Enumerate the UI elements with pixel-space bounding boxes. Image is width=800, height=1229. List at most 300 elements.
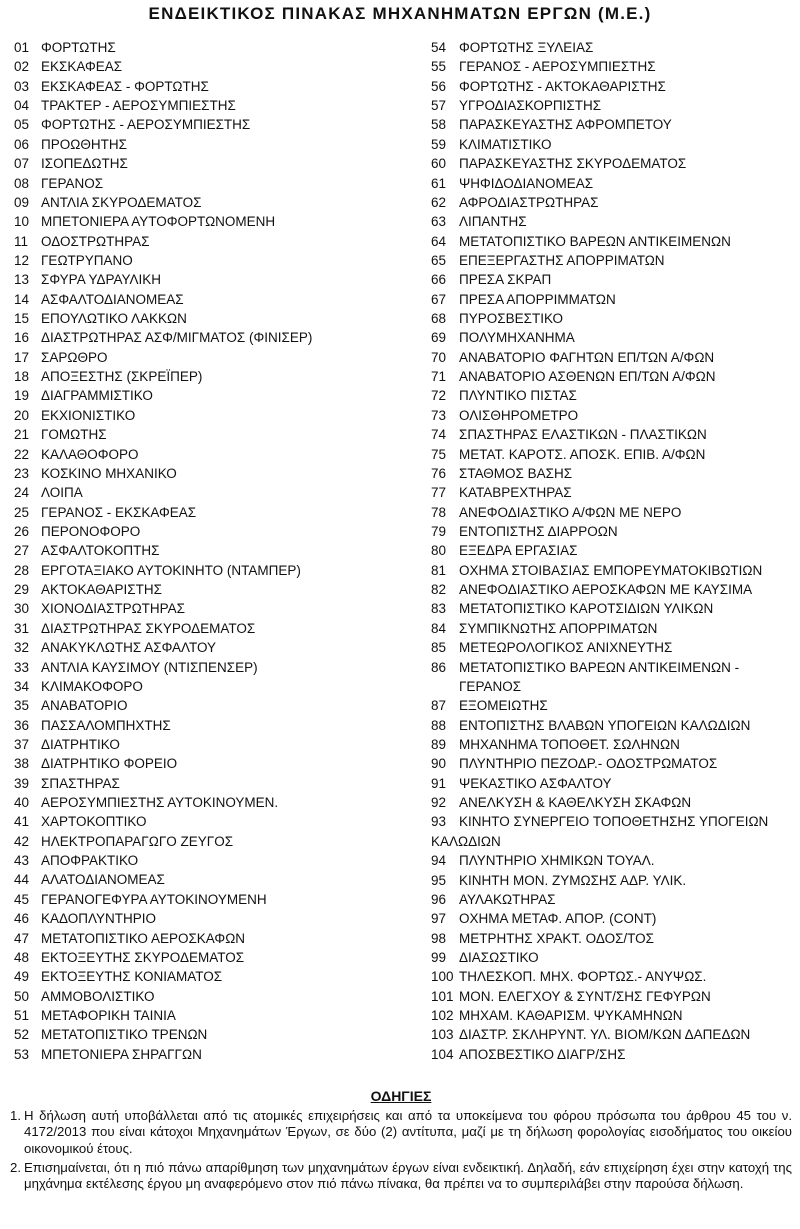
machinery-list-right: [431, 38, 799, 1064]
item-label: ΑΝΕΦΟΔΙΑΣΤΙΚΟ Α/ΦΩΝ ΜΕ ΝΕΡΟ: [459, 504, 682, 520]
item-number: 01: [14, 40, 30, 55]
item-number: 16: [14, 330, 30, 346]
list-item: [14, 774, 414, 793]
item-label: ΜΕΤΕΩΡΟΛΟΓΙΚΟΣ ΑΝΙΧΝΕΥΤΗΣ: [459, 640, 673, 656]
item-label: ΜΠΕΤΟΝΙΕΡΑ ΑΥΤΟΦΟΡΤΩΝΟΜΕΝΗ: [41, 214, 276, 230]
item-label: ΓΟΜΩΤΗΣ: [41, 427, 107, 443]
list-item: [14, 135, 414, 154]
list-item: [14, 38, 414, 57]
instruction-number: 2.: [10, 1159, 21, 1175]
list-item: [14, 754, 414, 773]
item-label: ΕΚΤΟΞΕΥΤΗΣ ΚΟΝΙΑΜΑΤΟΣ: [41, 969, 223, 985]
item-number: 33: [14, 659, 30, 675]
list-item: [14, 1045, 414, 1064]
list-item: [14, 638, 414, 657]
item-number: 80: [431, 543, 447, 559]
item-label: ΑΝΑΒΑΤΟΡΙΟ ΦΑΓΗΤΩΝ ΕΠ/ΤΩΝ Α/ΦΩΝ: [459, 349, 715, 365]
list-item: [431, 890, 799, 909]
item-number: 61: [431, 175, 447, 191]
list-item: [431, 871, 799, 890]
item-number: 39: [14, 775, 30, 791]
list-item: [431, 386, 799, 405]
list-item: [431, 406, 799, 425]
item-label: ΜΕΤΑΤΟΠΙΣΤΙΚΟ ΑΕΡΟΣΚΑΦΩΝ: [41, 930, 246, 946]
item-number: 13: [14, 272, 30, 288]
item-number: 46: [14, 911, 30, 927]
item-label: ΕΡΓΟΤΑΞΙΑΚΟ ΑΥΤΟΚΙΝΗΤΟ (ΝΤΑΜΠΕΡ): [41, 562, 301, 578]
item-number: 23: [14, 465, 30, 481]
instructions-section: [10, 1088, 792, 1195]
list-item: [431, 561, 799, 580]
item-label: ΟΔΟΣΤΡΩΤΗΡΑΣ: [41, 233, 150, 249]
list-item: [431, 619, 799, 638]
item-number: 34: [14, 678, 30, 694]
item-label: ΕΚΣΚΑΦΕΑΣ: [41, 59, 123, 75]
item-label: ΔΙΑΤΡΗΤΙΚΟ: [41, 736, 120, 752]
item-number: 63: [431, 214, 447, 230]
item-number: 66: [431, 272, 447, 288]
item-number: 102: [431, 1008, 454, 1024]
list-item: [431, 96, 799, 115]
item-number: 29: [14, 582, 30, 598]
list-item: [14, 619, 414, 638]
list-item: [431, 135, 799, 154]
item-label: ΑΠΟΦΡΑΚΤΙΚΟ: [41, 853, 139, 869]
item-number: 72: [431, 388, 447, 404]
list-item: [431, 193, 799, 212]
list-item: [431, 948, 799, 967]
list-item: [14, 464, 414, 483]
list-item: [14, 251, 414, 270]
list-item: [431, 658, 799, 697]
list-item: [431, 348, 799, 367]
item-label: ΨΗΦΙΔΟΔΙΑΝΟΜΕΑΣ: [459, 175, 594, 191]
item-number: 12: [14, 252, 30, 268]
item-label: ΠΑΡΑΣΚΕΥΑΣΤΗΣ ΣΚΥΡΟΔΕΜΑΤΟΣ: [459, 156, 687, 172]
list-item: [14, 483, 414, 502]
item-label: ΣΑΡΩΘΡΟ: [41, 349, 108, 365]
item-label: ΜΕΤΑΤΟΠΙΣΤΙΚΟ ΒΑΡΕΩΝ ΑΝΤΙΚΕΙΜΕΝΩΝ - ΓΕΡΑΝΟΣ: [459, 659, 740, 694]
list-item: [14, 580, 414, 599]
item-label: ΜΕΤΑΤΟΠΙΣΤΙΚΟ ΒΑΡΕΩΝ ΑΝΤΙΚΕΙΜΕΝΩΝ: [459, 233, 731, 249]
item-label: ΠΡΟΩΘΗΤΗΣ: [41, 136, 127, 152]
item-number: 40: [14, 795, 30, 811]
item-number: 96: [431, 891, 447, 907]
item-number: 25: [14, 504, 30, 520]
item-label: ΣΤΑΘΜΟΣ ΒΑΣΗΣ: [459, 465, 573, 481]
item-label: ΑΣΦΑΛΤΟΔΙΑΝΟΜΕΑΣ: [41, 291, 184, 307]
item-label: ΑΝΑΚΥΚΛΩΤΗΣ ΑΣΦΑΛΤΟΥ: [41, 640, 217, 656]
list-item: [14, 948, 414, 967]
item-label: ΗΛΕΚΤΡΟΠΑΡΑΓΩΓΟ ΖΕΥΓΟΣ: [41, 833, 234, 849]
item-label: ΠΡΕΣΑ ΣΚΡΑΠ: [459, 272, 552, 288]
item-number: 45: [14, 891, 30, 907]
list-item: [14, 929, 414, 948]
item-number: 52: [14, 1027, 30, 1043]
list-item: [431, 38, 799, 57]
list-item: [14, 832, 414, 851]
item-label: ΚΛΙΜΑΤΙΣΤΙΚΟ: [459, 136, 552, 152]
item-label: ΜΗΧΑΝΗΜΑ ΤΟΠΟΘΕΤ. ΣΩΛΗΝΩΝ: [459, 736, 680, 752]
item-number: 58: [431, 117, 447, 133]
instruction-text: Η δήλωση αυτή υποβάλλεται από τις ατομικές επιχειρήσεις και από τα υποκείμενα του φόρου πρόσωπα του άρθρου 45 του ν. 4172/2013 που είναι κάτοχοι Μηχανημάτων Έργων, σε δύο (2) αντίτυπα, μαζί με τη δήλωση φορολογίας εισοδήματος του οικείου οικονομικού έτους.: [24, 1108, 792, 1156]
item-number: 98: [431, 930, 447, 946]
list-item: [14, 522, 414, 541]
item-number: 35: [14, 698, 30, 714]
item-label: ΕΝΤΟΠΙΣΤΗΣ ΔΙΑΡΡΟΩΝ: [459, 523, 618, 539]
item-label: ΕΠΕΞΕΡΓΑΣΤΗΣ ΑΠΟΡΡΙΜΑΤΩΝ: [459, 252, 665, 268]
item-label: ΜΕΤΑΤ. ΚΑΡΟΤΣ. ΑΠΟΣΚ. ΕΠΙΒ. Α/ΦΩΝ: [459, 446, 706, 462]
item-label: ΔΙΑΣΤΡ. ΣΚΛΗΡΥΝΤ. ΥΛ. ΒΙΟΜ/ΚΩΝ ΔΑΠΕΔΩΝ: [459, 1027, 751, 1043]
item-number: 38: [14, 756, 30, 772]
item-label: ΧΑΡΤΟΚΟΠΤΙΚΟ: [41, 814, 147, 830]
item-number: 65: [431, 252, 447, 268]
item-label: ΠΥΡΟΣΒΕΣΤΙΚΟ: [459, 311, 564, 327]
list-item: [14, 425, 414, 444]
item-label: ΟΛΙΣΘΗΡΟΜΕΤΡΟ: [459, 407, 579, 423]
list-item: [14, 154, 414, 173]
list-item: [431, 174, 799, 193]
item-label: ΨΕΚΑΣΤΙΚΟ ΑΣΦΑΛΤΟΥ: [459, 775, 612, 791]
list-item: [14, 328, 414, 347]
list-item: [431, 716, 799, 735]
list-item: [14, 174, 414, 193]
list-item: [14, 232, 414, 251]
item-number: 55: [431, 59, 447, 75]
item-number: 57: [431, 98, 447, 114]
list-item: [431, 115, 799, 134]
list-item: [431, 309, 799, 328]
item-label: ΤΗΛΕΣΚΟΠ. ΜΗΧ. ΦΟΡΤΩΣ.- ΑΝΥΨΩΣ.: [459, 969, 707, 985]
item-label: ΚΙΝΗΤΟ ΣΥΝΕΡΓΕΙΟ ΤΟΠΟΘΕΤΗΣΗΣ ΥΠΟΓΕΙΩΝ ΚΑΛΩΔΙΩΝ: [431, 814, 769, 849]
item-number: 97: [431, 911, 447, 927]
item-number: 90: [431, 756, 447, 772]
item-label: ΚΙΝΗΤΗ ΜΟΝ. ΖΥΜΩΣΗΣ ΑΔΡ. ΥΛΙΚ.: [459, 872, 687, 888]
list-item: [14, 115, 414, 134]
list-item: [431, 851, 799, 870]
item-label: ΛΟΙΠΑ: [41, 485, 83, 501]
instruction-item: [10, 1108, 792, 1157]
list-item: [14, 503, 414, 522]
instructions-list: [10, 1108, 792, 1192]
list-item: [14, 890, 414, 909]
item-number: 104: [431, 1046, 454, 1062]
item-number: 06: [14, 136, 30, 152]
item-label: ΑΝΤΛΙΑ ΣΚΥΡΟΔΕΜΑΤΟΣ: [41, 194, 202, 210]
item-label: ΑΝΑΒΑΤΟΡΙΟ ΑΣΘΕΝΩΝ ΕΠ/ΤΩΝ Α/ΦΩΝ: [459, 369, 716, 385]
list-item: [431, 251, 799, 270]
list-item: [431, 599, 799, 618]
list-item: [431, 638, 799, 657]
item-label: ΜΟΝ. ΕΛΕΓΧΟΥ & ΣΥΝΤ/ΣΗΣ ΓΕΦΥΡΩΝ: [459, 988, 711, 1004]
list-item: [14, 57, 414, 76]
item-label: ΠΕΡΟΝΟΦΟΡΟ: [41, 523, 141, 539]
item-label: ΤΡΑΚΤΕΡ - ΑΕΡΟΣΥΜΠΙΕΣΤΗΣ: [41, 98, 236, 114]
item-label: ΑΛΑΤΟΔΙΑΝΟΜΕΑΣ: [41, 872, 165, 888]
list-item: [14, 1006, 414, 1025]
list-item: [431, 425, 799, 444]
item-number: 94: [431, 853, 447, 869]
item-label: ΑΝΤΛΙΑ ΚΑΥΣΙΜΟΥ (ΝΤΙΣΠΕΝΣΕΡ): [41, 659, 258, 675]
list-item: [14, 309, 414, 328]
item-label: ΕΞΕΔΡΑ ΕΡΓΑΣΙΑΣ: [459, 543, 578, 559]
item-number: 11: [14, 233, 29, 249]
item-label: ΠΑΡΑΣΚΕΥΑΣΤΗΣ ΑΦΡΟΜΠΕΤΟΥ: [459, 117, 672, 133]
item-number: 22: [14, 446, 30, 462]
item-number: 50: [14, 988, 30, 1004]
item-number: 81: [431, 562, 447, 578]
item-label: ΑΠΟΞΕΣΤΗΣ (ΣΚΡΕΪΠΕΡ): [41, 369, 203, 385]
item-number: 77: [431, 485, 447, 501]
item-number: 86: [431, 659, 447, 675]
list-item: [14, 696, 414, 715]
list-item: [14, 270, 414, 289]
list-item: [431, 328, 799, 347]
item-number: 49: [14, 969, 30, 985]
item-label: ΣΠΑΣΤΗΡΑΣ ΕΛΑΣΤΙΚΩΝ - ΠΛΑΣΤΙΚΩΝ: [459, 427, 707, 443]
list-item: [14, 77, 414, 96]
item-label: ΣΦΥΡΑ ΥΔΡΑΥΛΙΚΗ: [41, 272, 162, 288]
item-label: ΔΙΑΤΡΗΤΙΚΟ ΦΟΡΕΙΟ: [41, 756, 178, 772]
list-item: [14, 870, 414, 889]
item-number: 02: [14, 59, 30, 75]
list-item: [431, 290, 799, 309]
list-item: [431, 483, 799, 502]
item-number: 103: [431, 1027, 454, 1043]
item-number: 15: [14, 311, 30, 327]
item-number: 89: [431, 736, 447, 752]
item-label: ΦΟΡΤΩΤΗΣ: [41, 40, 116, 55]
item-number: 20: [14, 407, 30, 423]
list-item: [14, 445, 414, 464]
item-label: ΟΧΗΜΑ ΜΕΤΑΦ. ΑΠΟΡ. (CONT): [459, 911, 657, 927]
item-number: 32: [14, 640, 30, 656]
item-number: 42: [14, 833, 30, 849]
list-item: [431, 503, 799, 522]
page-title: ΕΝΔΕΙΚΤΙΚΟΣ ΠΙΝΑΚΑΣ ΜΗΧΑΝΗΜΑΤΩΝ ΕΡΓΩΝ (Μ.Ε.): [148, 4, 652, 23]
item-label: ΑΣΦΑΛΤΟΚΟΠΤΗΣ: [41, 543, 160, 559]
item-label: ΕΚΤΟΞΕΥΤΗΣ ΣΚΥΡΟΔΕΜΑΤΟΣ: [41, 949, 245, 965]
item-number: 83: [431, 601, 447, 617]
instruction-item: [10, 1160, 792, 1192]
item-number: 54: [431, 40, 447, 55]
item-label: ΣΥΜΠΙΚΝΩΤΗΣ ΑΠΟΡΡΙΜΑΤΩΝ: [459, 620, 658, 636]
item-number: 68: [431, 311, 447, 327]
list-item: [14, 793, 414, 812]
item-label: ΛΙΠΑΝΤΗΣ: [459, 214, 527, 230]
machinery-list-left: [14, 38, 414, 1064]
list-item: [14, 599, 414, 618]
item-number: 73: [431, 407, 447, 423]
item-number: 47: [14, 930, 30, 946]
item-label: ΚΛΙΜΑΚΟΦΟΡΟ: [41, 678, 143, 694]
list-item: [431, 793, 799, 812]
list-item: [431, 445, 799, 464]
item-label: ΑΝΑΒΑΤΟΡΙΟ: [41, 698, 128, 714]
item-label: ΔΙΑΣΤΡΩΤΗΡΑΣ ΣΚΥΡΟΔΕΜΑΤΟΣ: [41, 620, 256, 636]
item-label: ΔΙΑΣΤΡΩΤΗΡΑΣ ΑΣΦ/ΜΙΓΜΑΤΟΣ (ΦΙΝΙΣΕΡ): [41, 330, 313, 346]
list-item: [14, 987, 414, 1006]
item-number: 37: [14, 736, 30, 752]
item-number: 19: [14, 388, 30, 404]
item-number: 76: [431, 465, 447, 481]
item-number: 14: [14, 291, 30, 307]
list-item: [431, 270, 799, 289]
list-item: [14, 386, 414, 405]
item-number: 70: [431, 349, 447, 365]
item-number: 91: [431, 775, 447, 791]
list-item: [431, 1045, 799, 1064]
list-item: [14, 909, 414, 928]
item-number: 24: [14, 485, 30, 501]
list-item: [14, 212, 414, 231]
list-item: [14, 1025, 414, 1044]
item-label: ΠΡΕΣΑ ΑΠΟΡΡΙΜΜΑΤΩΝ: [459, 291, 616, 307]
item-label: ΑΚΤΟΚΑΘΑΡΙΣΤΗΣ: [41, 582, 162, 598]
item-number: 85: [431, 640, 447, 656]
item-number: 04: [14, 98, 30, 114]
item-number: 75: [431, 446, 447, 462]
item-number: 03: [14, 78, 30, 94]
item-number: 30: [14, 601, 30, 617]
instruction-text: Επισημαίνεται, ότι η πιό πάνω απαρίθμηση των μηχανημάτων έργων είναι ενδεικτική. Δηλαδή, εάν επιχείρηση έχει στην κατοχή της μηχάνημα εκτέλεσης έργου μη αναφερόμενο στον πιό πάνω πίνακα, θα πρέπει να το συμπεριλάβει στην παρούσα δήλωση.: [24, 1159, 792, 1192]
item-label: ΦΟΡΤΩΤΗΣ - ΑΕΡΟΣΥΜΠΙΕΣΤΗΣ: [41, 117, 251, 133]
item-number: 36: [14, 717, 30, 733]
item-label: ΚΑΛΑΘΟΦΟΡΟ: [41, 446, 139, 462]
item-number: 05: [14, 117, 30, 133]
item-label: ΑΝΕΛΚΥΣΗ & ΚΑΘΕΛΚΥΣΗ ΣΚΑΦΩΝ: [459, 795, 692, 811]
item-number: 100: [431, 969, 454, 985]
item-label: ΙΣΟΠΕΔΩΤΗΣ: [41, 156, 128, 172]
item-number: 53: [14, 1046, 30, 1062]
list-item: [431, 367, 799, 386]
item-number: 43: [14, 853, 30, 869]
item-label: ΜΗΧΑΜ. ΚΑΘΑΡΙΣΜ. ΨΥΚΑΜΗΝΩΝ: [459, 1008, 683, 1024]
item-number: 69: [431, 330, 447, 346]
item-label: ΣΠΑΣΤΗΡΑΣ: [41, 775, 120, 791]
item-number: 82: [431, 582, 447, 598]
item-number: 41: [14, 814, 30, 830]
instruction-number: 1.: [10, 1108, 21, 1124]
list-item: [14, 348, 414, 367]
item-number: 31: [14, 620, 30, 636]
list-item: [14, 406, 414, 425]
list-item: [14, 290, 414, 309]
list-item: [431, 57, 799, 76]
item-number: 48: [14, 949, 30, 965]
item-label: ΚΑΤΑΒΡΕΧΤΗΡΑΣ: [459, 485, 572, 501]
item-number: 17: [14, 349, 30, 365]
item-label: ΑΥΛΑΚΩΤΗΡΑΣ: [459, 891, 556, 907]
item-label: ΔΙΑΓΡΑΜΜΙΣΤΙΚΟ: [41, 388, 153, 404]
list-item: [14, 716, 414, 735]
list-item: [14, 677, 414, 696]
list-item: [14, 96, 414, 115]
item-label: ΓΕΩΤΡΥΠΑΝΟ: [41, 252, 133, 268]
item-label: ΠΟΛΥΜΗΧΑΝΗΜΑ: [459, 330, 575, 346]
item-number: 64: [431, 233, 447, 249]
item-label: ΠΛΥΝΤΗΡΙΟ ΠΕΖΟΔΡ.- ΟΔΟΣΤΡΩΜΑΤΟΣ: [459, 756, 718, 772]
list-item: [431, 77, 799, 96]
item-number: 62: [431, 194, 447, 210]
item-number: 10: [14, 214, 30, 230]
instructions-title: ΟΔΗΓΙΕΣ: [370, 1088, 432, 1104]
item-label: ΦΟΡΤΩΤΗΣ - ΑΚΤΟΚΑΘΑΡΙΣΤΗΣ: [459, 78, 666, 94]
item-number: 67: [431, 291, 447, 307]
list-item: [431, 541, 799, 560]
list-item: [431, 232, 799, 251]
item-label: ΕΠΟΥΛΩΤΙΚΟ ΛΑΚΚΩΝ: [41, 311, 187, 327]
item-number: 08: [14, 175, 30, 191]
item-label: ΕΚΧΙΟΝΙΣΤΙΚΟ: [41, 407, 136, 423]
list-item: [14, 967, 414, 986]
list-item: [431, 967, 799, 986]
item-number: 44: [14, 872, 30, 888]
list-item: [431, 929, 799, 948]
item-label: ΑΜΜΟΒΟΛΙΣΤΙΚΟ: [41, 988, 155, 1004]
item-label: ΑΦΡΟΔΙΑΣΤΡΩΤΗΡΑΣ: [459, 194, 599, 210]
list-item: [14, 367, 414, 386]
list-item: [14, 735, 414, 754]
list-item: [14, 561, 414, 580]
list-item: [431, 987, 799, 1006]
item-label: ΓΕΡΑΝΟΓΕΦΥΡΑ ΑΥΤΟΚΙΝΟΥΜΕΝΗ: [41, 891, 267, 907]
item-label: ΚΟΣΚΙΝΟ ΜΗΧΑΝΙΚΟ: [41, 465, 177, 481]
item-number: 78: [431, 504, 447, 520]
list-item: [431, 774, 799, 793]
item-label: ΕΞΟΜΕΙΩΤΗΣ: [459, 698, 548, 714]
item-number: 27: [14, 543, 30, 559]
list-item: [431, 812, 799, 851]
item-label: ΓΕΡΑΝΟΣ: [41, 175, 104, 191]
list-item: [14, 193, 414, 212]
item-number: 88: [431, 717, 447, 733]
item-number: 87: [431, 698, 447, 714]
item-number: 71: [431, 369, 447, 385]
item-label: ΧΙΟΝΟΔΙΑΣΤΡΩΤΗΡΑΣ: [41, 601, 186, 617]
list-item: [431, 909, 799, 928]
item-label: ΓΕΡΑΝΟΣ - ΑΕΡΟΣΥΜΠΙΕΣΤΗΣ: [459, 59, 656, 75]
item-label: ΔΙΑΣΩΣΤΙΚΟ: [459, 949, 539, 965]
item-label: ΜΠΕΤΟΝΙΕΡΑ ΣΗΡΑΓΓΩΝ: [41, 1046, 202, 1062]
item-number: 26: [14, 523, 30, 539]
item-number: 60: [431, 156, 447, 172]
item-number: 99: [431, 949, 447, 965]
item-number: 92: [431, 795, 447, 811]
item-label: ΚΑΔΟΠΛΥΝΤΗΡΙΟ: [41, 911, 157, 927]
item-label: ΜΕΤΡΗΤΗΣ ΧΡΑΚΤ. ΟΔΟΣ/ΤΟΣ: [459, 930, 655, 946]
item-number: 95: [431, 872, 447, 888]
list-item: [14, 812, 414, 831]
list-item: [431, 522, 799, 541]
list-item: [431, 735, 799, 754]
list-item: [431, 754, 799, 773]
item-label: ΠΑΣΣΑΛΟΜΠΗΧΤΗΣ: [41, 717, 171, 733]
item-number: 09: [14, 194, 30, 210]
item-number: 51: [14, 1007, 30, 1023]
item-label: ΜΕΤΑΦΟΡΙΚΗ ΤΑΙΝΙΑ: [41, 1007, 176, 1023]
list-item: [431, 154, 799, 173]
item-label: ΜΕΤΑΤΟΠΙΣΤΙΚΟ ΤΡΕΝΩΝ: [41, 1027, 208, 1043]
item-number: 07: [14, 156, 30, 172]
item-label: ΥΓΡΟΔΙΑΣΚΟΡΠΙΣΤΗΣ: [459, 98, 602, 114]
item-number: 101: [431, 988, 454, 1004]
item-number: 21: [14, 427, 30, 443]
list-item: [14, 851, 414, 870]
item-number: 74: [431, 427, 447, 443]
list-item: [431, 580, 799, 599]
list-item: [14, 541, 414, 560]
